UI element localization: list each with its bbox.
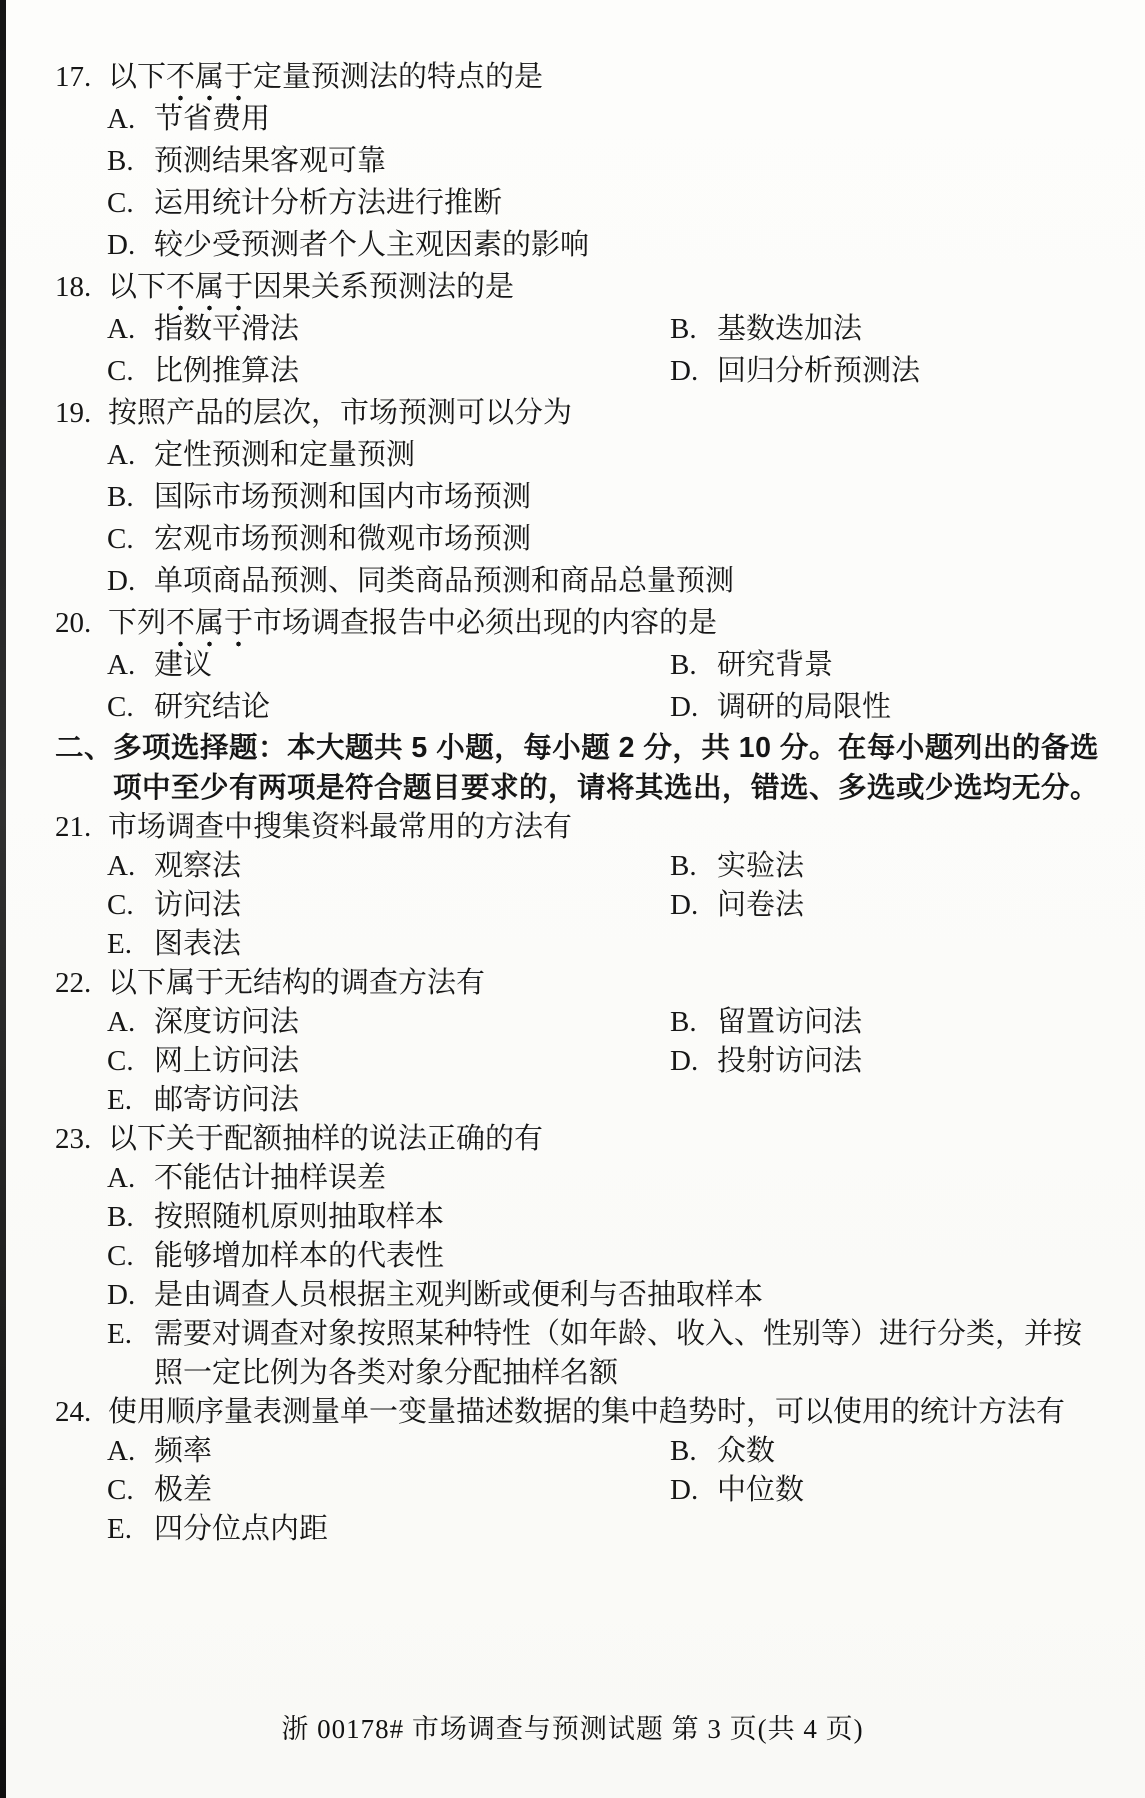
question-stem [108, 602, 1101, 644]
question-stem-row [55, 266, 1101, 308]
options-two-col [107, 308, 1101, 392]
option-text: 深度访问法 [154, 1006, 300, 1038]
option-17-B [107, 140, 1101, 182]
option-letter: B. [107, 1201, 134, 1233]
stem-text: 市场调查中搜集资料最常用的方法有 [108, 811, 573, 843]
option-text: 定性预测和定量预测 [154, 439, 416, 471]
option-letter: C. [107, 1240, 134, 1272]
question-stem [108, 964, 1101, 1003]
option-letter: B. [107, 481, 134, 513]
options-single [107, 1159, 1101, 1393]
option-letter: B. [670, 1435, 697, 1467]
option-text: 四分位点内距 [154, 1513, 329, 1545]
option-20-C [107, 686, 670, 728]
option-18-B [670, 308, 1101, 350]
option-text: 众数 [717, 1435, 776, 1467]
option-24-C [107, 1471, 670, 1510]
option-text: 较少受预测者个人主观因素的影响 [154, 229, 590, 261]
option-text: 运用统计分析方法进行推断 [154, 187, 503, 219]
option-text: 实验法 [717, 850, 805, 882]
option-letter: C. [107, 691, 134, 723]
option-text: 极差 [154, 1474, 213, 1506]
stem-text-after: 市场调查报告中必须出现的内容的是 [253, 607, 718, 639]
option-20-B [670, 644, 1101, 686]
option-letter: B. [670, 1006, 697, 1038]
stem-text: 以下属于无结构的调查方法有 [108, 967, 486, 999]
option-letter: E. [107, 1084, 132, 1116]
option-text: 能够增加样本的代表性 [154, 1240, 445, 1272]
question-stem [108, 392, 1101, 434]
question-stem-row [55, 964, 1101, 1003]
question-stem-row [55, 56, 1101, 98]
question-number: 17. [55, 61, 92, 93]
stem-text: 按照产品的层次，市场预测可以分为 [108, 397, 573, 429]
question-19 [55, 392, 1101, 602]
exam-content [55, 56, 1101, 1549]
question-number: 19. [55, 397, 92, 429]
question-stem [108, 266, 1101, 308]
option-text: 图表法 [154, 928, 242, 960]
option-letter: C. [107, 523, 134, 555]
options-single [107, 98, 1101, 266]
option-20-D [670, 686, 1101, 728]
option-letter: A. [107, 313, 136, 345]
option-text: 访问法 [154, 889, 242, 921]
option-21-D [670, 886, 1101, 925]
option-letter: C. [107, 1474, 134, 1506]
option-text: 回归分析预测法 [717, 355, 921, 387]
stem-emphasized-text: 不属于 [166, 607, 253, 647]
options-two-col [107, 1003, 1101, 1120]
question-stem [108, 808, 1101, 847]
option-22-E [107, 1081, 670, 1120]
option-18-A [107, 308, 670, 350]
options-two-col [107, 1432, 1101, 1549]
option-24-D [670, 1471, 1101, 1510]
option-24-B [670, 1432, 1101, 1471]
stem-text: 以下 [108, 271, 167, 303]
option-letter: B. [670, 850, 697, 882]
option-21-B [670, 847, 1101, 886]
option-23-A [107, 1159, 1101, 1198]
option-17-D [107, 224, 1101, 266]
question-stem-row [55, 602, 1101, 644]
option-22-B [670, 1003, 1101, 1042]
option-letter: B. [107, 145, 134, 177]
question-stem [108, 1120, 1101, 1159]
option-18-D [670, 350, 1101, 392]
question-21 [55, 808, 1101, 964]
section-header [55, 728, 1101, 808]
option-letter: E. [107, 1513, 132, 1545]
section-header-text: 多项选择题：本大题共 5 小题，每小题 2 分，共 10 分。在每小题列出的备选项中至少有两项是符合题目要求的，请将其选出，错选、多选或少选均无分。 [113, 732, 1100, 804]
option-19-D [107, 560, 1101, 602]
option-text: 调研的局限性 [717, 691, 892, 723]
option-text: 单项商品预测、同类商品预测和商品总量预测 [154, 565, 735, 597]
option-text: 基数迭加法 [717, 313, 863, 345]
option-17-C [107, 182, 1101, 224]
options-single [107, 434, 1101, 602]
option-20-A [107, 644, 670, 686]
section-single-choice-part [55, 56, 1101, 728]
option-22-D [670, 1042, 1101, 1081]
question-number: 24. [55, 1396, 92, 1428]
option-text: 留置访问法 [717, 1006, 863, 1038]
question-number: 22. [55, 967, 92, 999]
stem-emphasized-text: 不属于 [166, 271, 253, 311]
option-text: 是由调查人员根据主观判断或便利与否抽取样本 [154, 1279, 764, 1311]
option-23-E [107, 1315, 1101, 1393]
option-text: 指数平滑法 [154, 313, 300, 345]
question-20 [55, 602, 1101, 728]
question-number: 23. [55, 1123, 92, 1155]
stem-text-after: 因果关系预测法的是 [253, 271, 515, 303]
question-stem [108, 1393, 1101, 1432]
option-23-D [107, 1276, 1101, 1315]
stem-text: 使用顺序量表测量单一变量描述数据的集中趋势时，可以使用的统计方法有 [108, 1396, 1066, 1428]
option-text: 节省费用 [154, 103, 271, 135]
option-text: 预测结果客观可靠 [154, 145, 387, 177]
options-two-col [107, 847, 1101, 964]
option-17-A [107, 98, 1101, 140]
options-two-col [107, 644, 1101, 728]
stem-text-after: 定量预测法的特点的是 [253, 61, 544, 93]
option-19-C [107, 518, 1101, 560]
option-text: 观察法 [154, 850, 242, 882]
stem-text: 以下关于配额抽样的说法正确的有 [108, 1123, 544, 1155]
option-letter: E. [107, 1318, 132, 1350]
option-text: 投射访问法 [717, 1045, 863, 1077]
question-18 [55, 266, 1101, 392]
option-19-A [107, 434, 1101, 476]
option-letter: E. [107, 928, 132, 960]
option-letter: A. [107, 439, 136, 471]
option-text: 按照随机原则抽取样本 [154, 1201, 445, 1233]
option-letter: C. [107, 889, 134, 921]
question-stem-row [55, 1393, 1101, 1432]
option-text: 问卷法 [717, 889, 805, 921]
question-22 [55, 964, 1101, 1120]
option-letter: A. [107, 1006, 136, 1038]
option-letter: C. [107, 1045, 134, 1077]
question-stem-row [55, 1120, 1101, 1159]
option-letter: B. [670, 313, 697, 345]
option-letter: C. [107, 355, 134, 387]
stem-emphasized-text: 不属于 [166, 61, 253, 101]
option-19-B [107, 476, 1101, 518]
question-17 [55, 56, 1101, 266]
option-letter: D. [670, 1474, 699, 1506]
option-text: 中位数 [717, 1474, 805, 1506]
stem-text: 以下 [108, 61, 167, 93]
option-21-C [107, 886, 670, 925]
option-text: 需要对调查对象按照某种特性（如年龄、收入、性别等）进行分类，并按照一定比例为各类对象分配抽样名额 [154, 1318, 1083, 1389]
option-21-E [107, 925, 670, 964]
option-letter: A. [107, 649, 136, 681]
option-text: 邮寄访问法 [154, 1084, 300, 1116]
option-24-E [107, 1510, 670, 1549]
option-text: 网上访问法 [154, 1045, 300, 1077]
question-number: 21. [55, 811, 92, 843]
question-stem [108, 56, 1101, 98]
option-text: 频率 [154, 1435, 213, 1467]
option-letter: D. [107, 229, 136, 261]
option-24-A [107, 1432, 670, 1471]
option-letter: D. [670, 355, 699, 387]
option-text: 比例推算法 [154, 355, 300, 387]
option-letter: A. [107, 1162, 136, 1194]
question-number: 20. [55, 607, 92, 639]
option-text: 宏观市场预测和微观市场预测 [154, 523, 532, 555]
option-21-A [107, 847, 670, 886]
option-22-A [107, 1003, 670, 1042]
option-letter: D. [107, 1279, 136, 1311]
option-23-B [107, 1198, 1101, 1237]
section-number: 二、 [55, 732, 114, 764]
option-letter: C. [107, 187, 134, 219]
question-23 [55, 1120, 1101, 1393]
option-18-C [107, 350, 670, 392]
stem-text: 下列 [108, 607, 167, 639]
question-number: 18. [55, 271, 92, 303]
option-letter: D. [107, 565, 136, 597]
question-stem-row [55, 808, 1101, 847]
option-22-C [107, 1042, 670, 1081]
option-letter: A. [107, 850, 136, 882]
option-letter: D. [670, 889, 699, 921]
option-letter: D. [670, 1045, 699, 1077]
page-footer: 浙 00178# 市场调查与预测试题 第 3 页(共 4 页) [281, 1714, 864, 1744]
option-23-C [107, 1237, 1101, 1276]
option-text: 国际市场预测和国内市场预测 [154, 481, 532, 513]
section-multi-choice-part [55, 728, 1101, 1549]
option-text: 不能估计抽样误差 [154, 1162, 387, 1194]
option-letter: A. [107, 1435, 136, 1467]
option-letter: D. [670, 691, 699, 723]
option-text: 研究结论 [154, 691, 271, 723]
option-letter: B. [670, 649, 697, 681]
option-text: 研究背景 [717, 649, 834, 681]
option-letter: A. [107, 103, 136, 135]
question-24 [55, 1393, 1101, 1549]
question-stem-row [55, 392, 1101, 434]
option-text: 建议 [154, 649, 213, 681]
scan-edge-artifact [0, 0, 6, 1798]
